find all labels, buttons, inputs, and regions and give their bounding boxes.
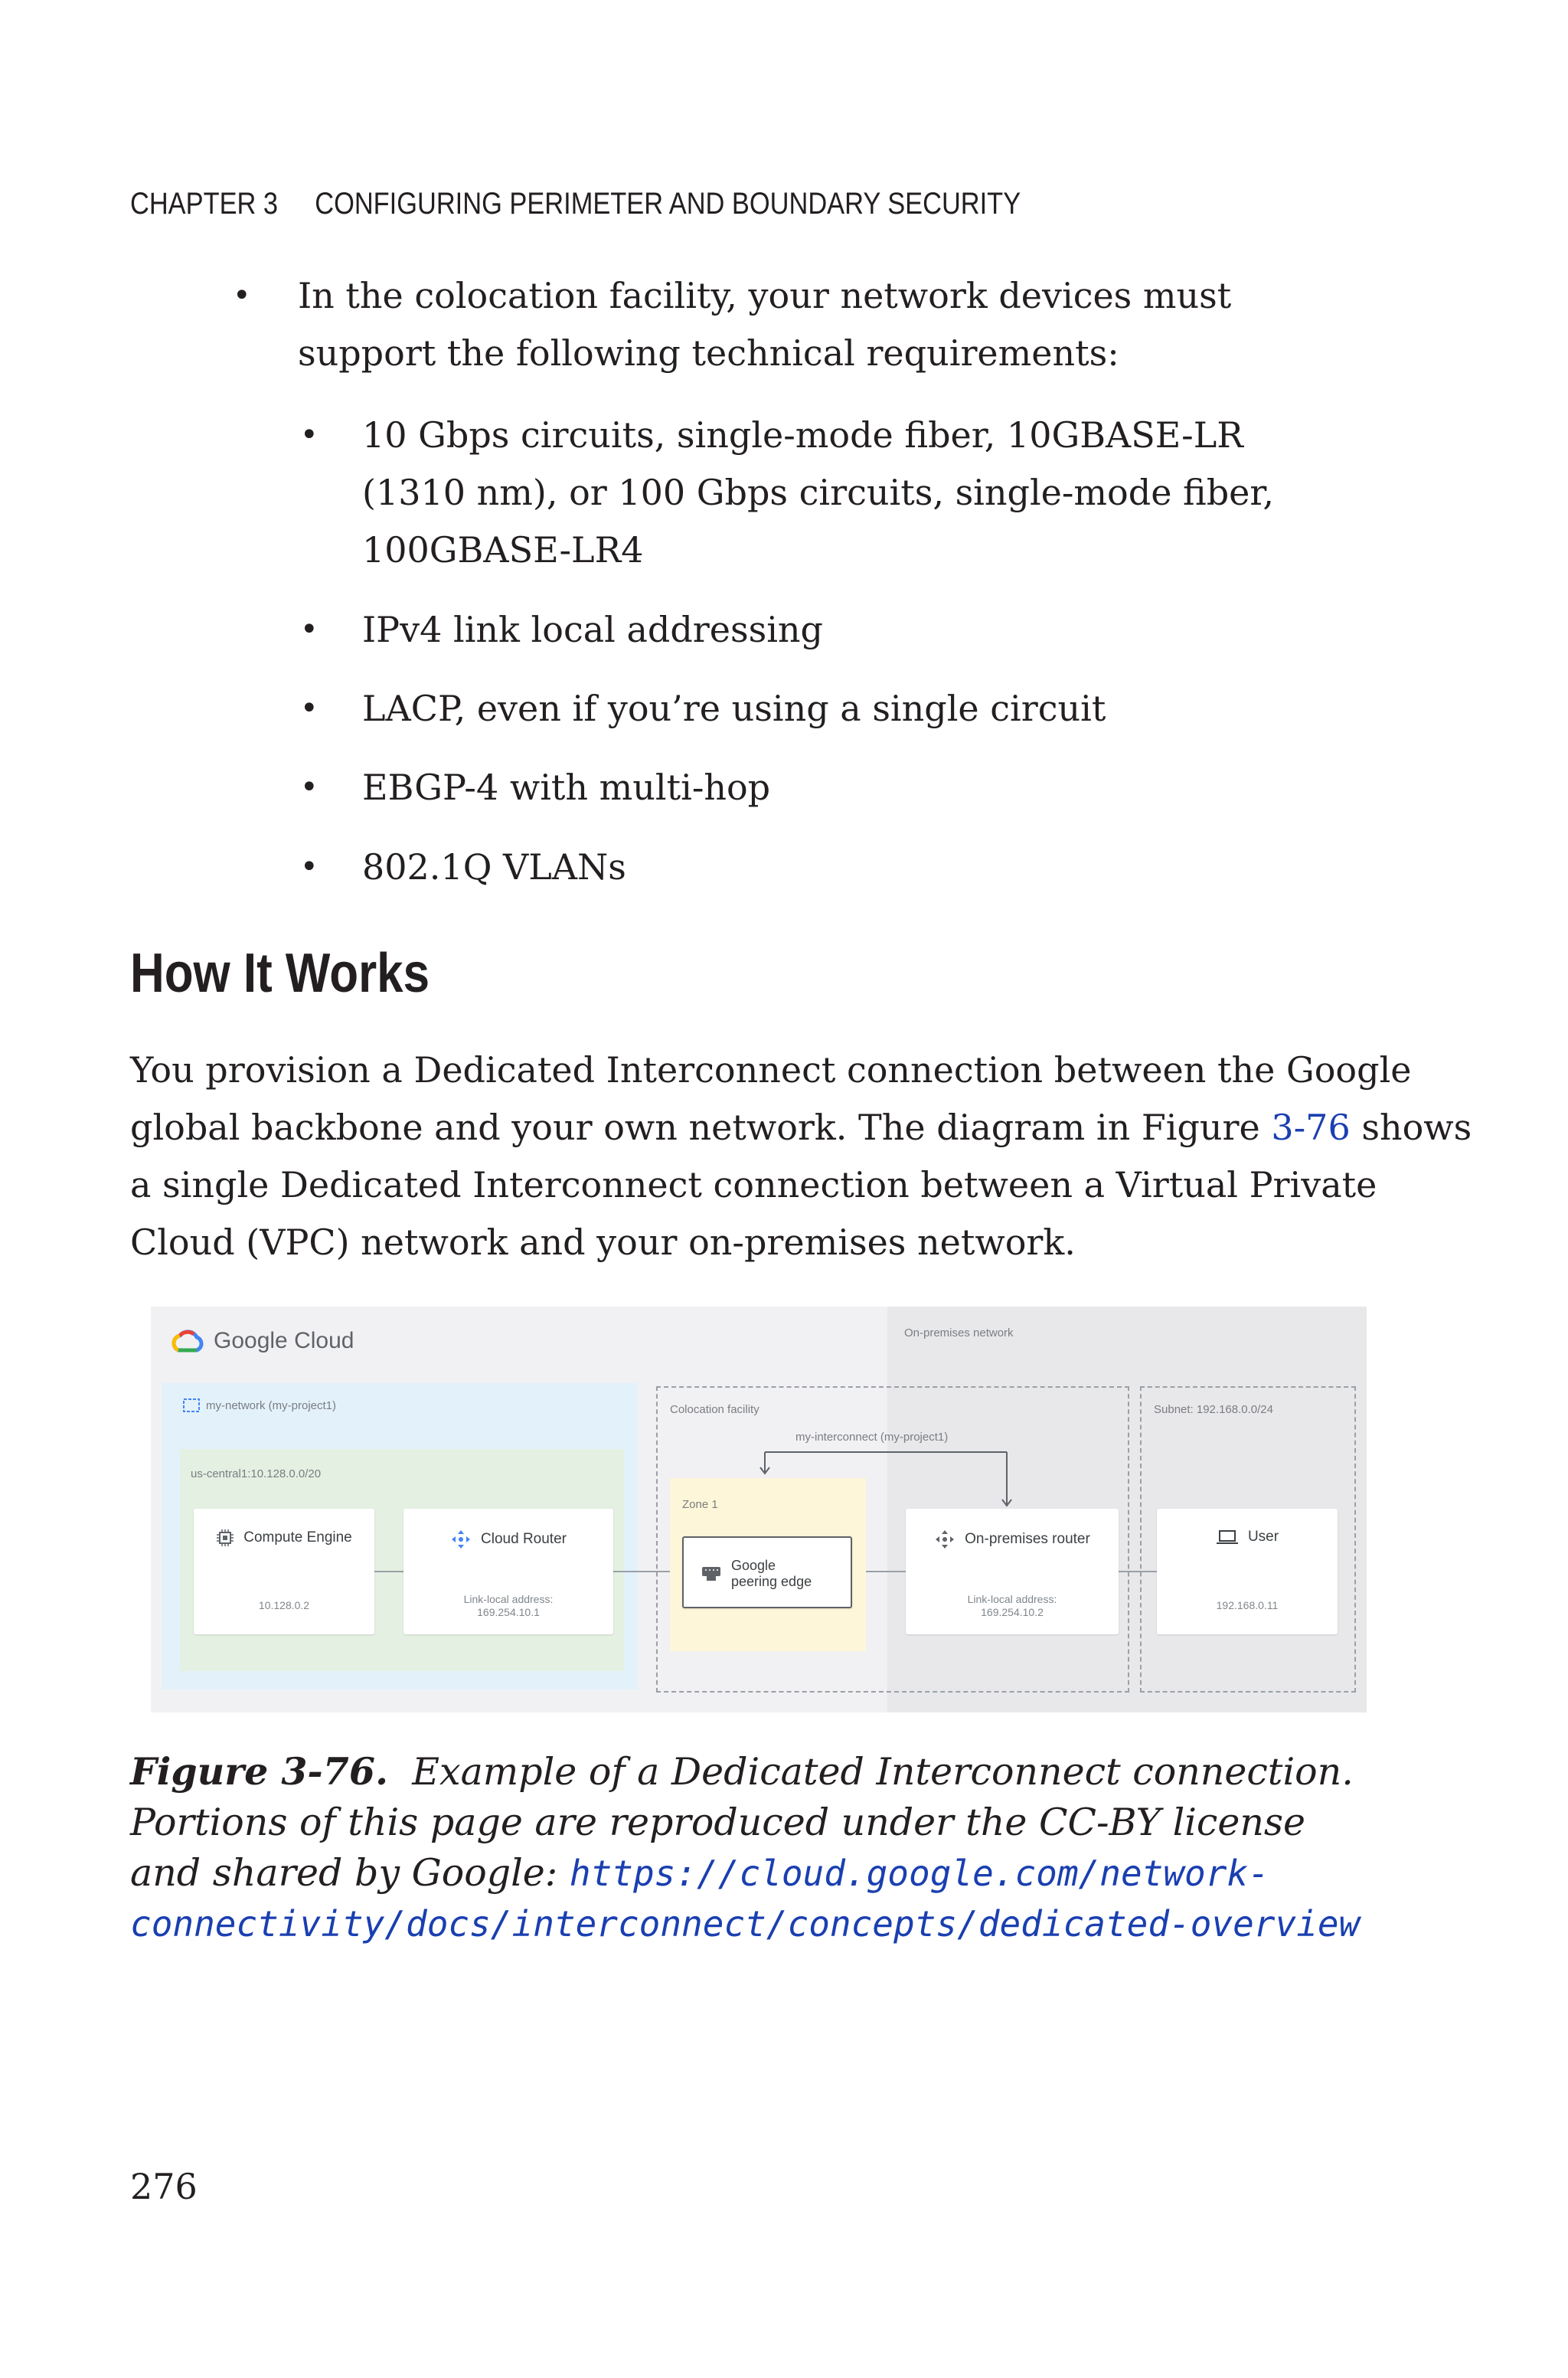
sub-bullet: LACP, even if you’re using a single circuit <box>362 688 1106 729</box>
on-premises-router-title <box>906 1529 1119 1550</box>
figure-label: Figure 3-76. <box>130 1749 389 1794</box>
region-label: us-central1:10.128.0.0/20 <box>191 1467 322 1480</box>
paragraph-text: global backbone and your own network. The diagram in Figure <box>130 1107 1272 1148</box>
compute-engine-icon <box>216 1529 234 1547</box>
caption-line <box>130 1899 1360 1949</box>
user-ip: 192.168.0.11 <box>1216 1599 1279 1611</box>
cloud-router-address <box>403 1593 613 1619</box>
on-premises-label: On-premises network <box>904 1326 1014 1339</box>
card-title: Cloud Router <box>481 1531 567 1547</box>
user-card <box>1157 1509 1338 1634</box>
paragraph-line: Cloud (VPC) network and your on-premises network. <box>130 1222 1076 1263</box>
running-header <box>130 187 1021 221</box>
address-label: Link-local address: <box>967 1593 1057 1605</box>
on-premises-router-address <box>906 1593 1119 1619</box>
caption-text: Example of a Dedicated Interconnect connection. <box>412 1750 1354 1794</box>
paragraph-text: shows <box>1350 1107 1472 1148</box>
vpc-network-label: my-network (my-project1) <box>206 1398 337 1412</box>
sub-bullet-line: 100GBASE-LR4 <box>362 529 644 571</box>
sub-bullet-line: (1310 nm), or 100 Gbps circuits, single-mode fiber, <box>362 472 1274 513</box>
caption-line: Portions of this page are reproduced under the CC-BY license <box>130 1801 1306 1844</box>
on-premises-router-card <box>906 1509 1119 1634</box>
colocation-label: Colocation facility <box>670 1403 760 1416</box>
bullet-dot: • <box>300 417 318 453</box>
logo-text: Google Cloud <box>214 1328 354 1353</box>
compute-engine-ip: 10.128.0.2 <box>258 1599 310 1611</box>
paragraph-line: a single Dedicated Interconnect connection between a Virtual Private <box>130 1164 1377 1205</box>
cloud-router-title <box>403 1529 613 1550</box>
peering-edge-title <box>701 1558 812 1590</box>
chapter-title: CONFIGURING PERIMETER AND BOUNDARY SECURITY <box>315 187 1021 221</box>
bullet-dot: • <box>300 691 318 726</box>
compute-engine-title <box>194 1529 374 1547</box>
figure-link[interactable]: 3-76 <box>1271 1107 1351 1148</box>
interconnect-diagram <box>151 1307 1367 1712</box>
bullet-dot: • <box>300 770 318 805</box>
card-title: Google <box>731 1558 776 1573</box>
card-title: Compute Engine <box>243 1529 352 1546</box>
user-title <box>1157 1529 1338 1546</box>
paragraph-line: You provision a Dedicated Interconnect connection between the Google <box>130 1049 1412 1091</box>
body-paragraph <box>130 1042 1472 1271</box>
page-number: 276 <box>130 2166 198 2207</box>
bullet-dot: • <box>233 278 251 313</box>
card-title: User <box>1247 1529 1279 1545</box>
router-icon <box>934 1529 956 1550</box>
sub-bullet: EBGP-4 with multi-hop <box>362 767 771 808</box>
caption-line <box>130 1746 1360 1797</box>
paragraph-line <box>130 1099 1472 1156</box>
sub-bullet: IPv4 link local addressing <box>362 609 823 650</box>
source-url-link[interactable]: connectivity/docs/interconnect/concepts/dedicated-overview <box>130 1903 1361 1945</box>
chapter-label: CHAPTER 3 <box>130 187 279 221</box>
peering-edge-icon <box>701 1565 722 1582</box>
bullet-dot: • <box>300 612 318 647</box>
address-label: Link-local address: <box>463 1593 554 1605</box>
compute-engine-card <box>194 1509 374 1634</box>
caption-text: and shared by Google: <box>130 1851 570 1895</box>
figure-caption <box>130 1746 1360 1949</box>
section-heading: How It Works <box>130 943 430 1004</box>
interconnect-label: my-interconnect (my-project1) <box>795 1431 949 1444</box>
sub-bullet: 802.1Q VLANs <box>362 846 626 888</box>
address-value: 169.254.10.2 <box>981 1606 1044 1618</box>
intro-bullet-line: support the following technical requirements: <box>298 332 1119 374</box>
zone-label: Zone 1 <box>682 1498 718 1511</box>
source-url-link[interactable]: https://cloud.google.com/network- <box>569 1853 1269 1894</box>
bullet-dot: • <box>300 849 318 885</box>
cloud-router-icon <box>450 1529 472 1550</box>
peering-edge-card <box>682 1536 852 1608</box>
intro-bullet-line: In the colocation facility, your network devices must <box>298 275 1232 316</box>
sub-bullet-line: 10 Gbps circuits, single-mode fiber, 10GBASE-LR <box>362 414 1243 456</box>
subnet-label: Subnet: 192.168.0.0/24 <box>1154 1403 1273 1416</box>
address-value: 169.254.10.1 <box>477 1606 540 1618</box>
caption-line <box>130 1848 1360 1899</box>
laptop-icon <box>1216 1529 1239 1546</box>
card-title: peering edge <box>731 1574 812 1589</box>
card-title: On-premises router <box>965 1531 1090 1547</box>
cloud-router-card <box>403 1509 613 1634</box>
